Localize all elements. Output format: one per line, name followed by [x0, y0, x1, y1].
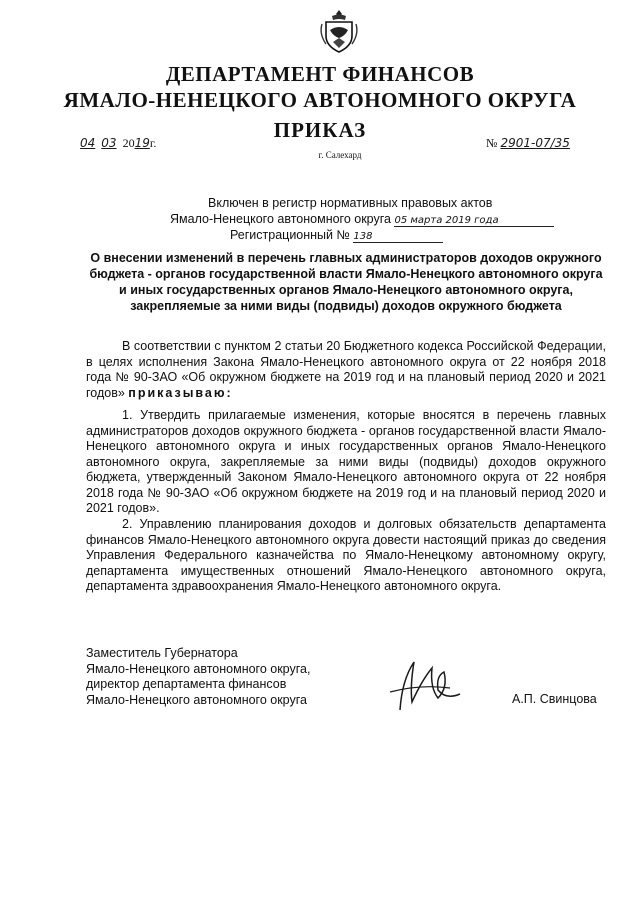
signatory-title	[86, 646, 310, 708]
registration-region-label: Ямало-Ненецкого автономного округа	[170, 212, 391, 226]
signatory-line3: директор департамента финансов	[86, 677, 287, 691]
number-value: 2901-07/35	[500, 136, 570, 150]
registration-line2	[170, 212, 554, 227]
item-2-paragraph: 2. Управлению планирования доходов и долговых обязательств департамента финансов Ямало-Ненецкого автономного округа довести настоящий приказ до сведения Управления Федерального казначейства по Ямало-Ненецкому автономному округу, департамента имущественных отношений Ямало-Ненецкого автономного округа, департамента здравоохранения Ямало-Ненецкого автономного округа.	[86, 517, 606, 593]
signatory-line4: Ямало-Ненецкого автономного округа	[86, 692, 307, 707]
date-suffix: г.	[149, 136, 157, 150]
intro-paragraph	[86, 339, 606, 401]
city: г. Салехард	[318, 150, 362, 160]
department-title-line2: ЯМАЛО-НЕНЕЦКОГО АВТОНОМНОГО ОКРУГА	[63, 88, 577, 112]
signatory-name: А.П. Свинцова	[512, 692, 597, 706]
date-month: 03	[101, 136, 117, 150]
date-day: 04	[80, 136, 96, 150]
signatory-line1: Заместитель Губернатора	[86, 646, 238, 660]
registration-line3	[230, 228, 443, 243]
signatory-line2: Ямало-Ненецкого автономного округа,	[86, 661, 311, 676]
order-title: ПРИКАЗ	[273, 118, 367, 142]
registration-date-value: 05 марта 2019 года	[394, 215, 554, 227]
intro-text: В соответствии с пунктом 2 статьи 20 Бюджетного кодекса Российской Федерации, в целях исполнения Закона Ямало-Ненецкого автономного округа от 22 ноября 2018 года № 90-ЗАО «Об окружном бюджете на 2019 год и на плановый период 2020 и 2021 годов»	[86, 339, 606, 400]
item-1-paragraph: 1. Утвердить прилагаемые изменения, которые вносятся в перечень главных администраторов доходов окружного бюджета - органов государственной власти Ямало-Ненецкого автономного округа и иных государственных органов Ямало-Ненецкого автономного округа, закрепляемые за ними виды (подвиды) доходов окружного бюджета, утвержденный Законом Ямало-Ненецкого автономного округа от 22 ноября 2018 года № 90-ЗАО «Об окружном бюджете на 2019 год и на плановый период 2020 и 2021 годов».	[86, 408, 606, 515]
registration-number-value: 138	[353, 231, 443, 243]
yamal-coat-of-arms-icon	[318, 8, 360, 56]
department-title-line1: ДЕПАРТАМЕНТ ФИНАНСОВ	[165, 62, 475, 86]
date-year-prefix: 20	[122, 136, 135, 150]
registration-line1: Включен в регистр нормативных правовых актов	[208, 196, 493, 210]
number-prefix: №	[486, 136, 498, 150]
order-date	[80, 136, 156, 151]
order-heading: О внесении изменений в перечень главных администраторов доходов окружного бюджета - органов государственной власти Ямало-Ненецкого автономного округа и иных государственных органов Ямало-Ненецкого автономного округа, закрепляемые за ними виды (подвиды) доходов окружного бюджета	[89, 251, 603, 313]
handwritten-signature-icon	[380, 650, 490, 720]
order-word: приказываю:	[128, 385, 233, 400]
date-year-suffix: 19	[134, 136, 150, 150]
registration-number-label: Регистрационный №	[230, 228, 350, 242]
order-number	[486, 136, 570, 151]
